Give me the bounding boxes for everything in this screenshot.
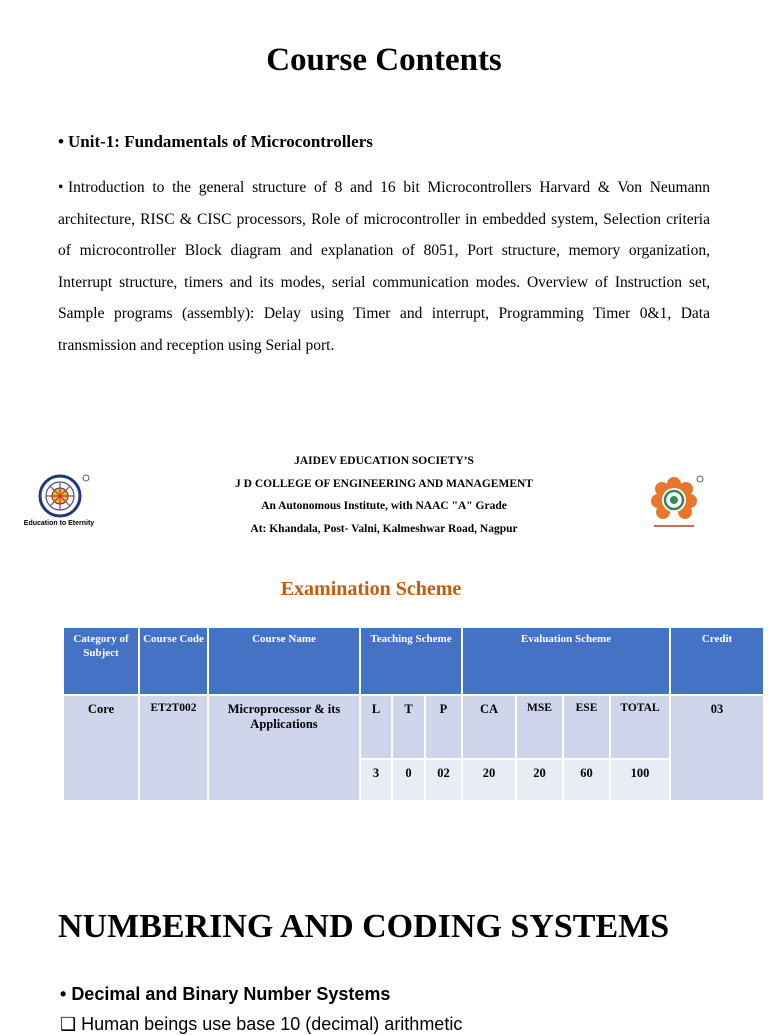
bullet-icon: • bbox=[58, 132, 64, 151]
header-evaluation-scheme: Evaluation Scheme bbox=[462, 627, 670, 695]
exam-scheme-title: Examination Scheme bbox=[280, 578, 462, 600]
label-p: P bbox=[425, 695, 462, 759]
unit-description bbox=[58, 172, 710, 361]
header-course-code: Course Code bbox=[139, 627, 208, 695]
bullet-icon: • bbox=[58, 179, 64, 196]
unit-heading-text: Unit-1: Fundamentals of Microcontrollers bbox=[68, 132, 373, 151]
slide3-sub-bullet-text: Human beings use base 10 (decimal) arithmetic bbox=[81, 1014, 463, 1034]
cell-t: 0 bbox=[392, 759, 425, 801]
cell-ese: 60 bbox=[563, 759, 610, 801]
unit-heading bbox=[58, 132, 373, 152]
label-total: TOTAL bbox=[610, 695, 670, 759]
checkbox-icon: ❑ bbox=[60, 1014, 82, 1034]
bullet-icon: • bbox=[60, 984, 72, 1004]
society-name: JAIDEV EDUCATION SOCIETY’S bbox=[294, 455, 474, 467]
cell-category: Core bbox=[63, 695, 139, 801]
flower-logo bbox=[640, 474, 708, 534]
header-category: Category of Subject bbox=[63, 627, 139, 695]
label-l: L bbox=[360, 695, 392, 759]
table-row bbox=[63, 695, 764, 759]
slide3-bullet bbox=[60, 984, 390, 1005]
header-course-name: Course Name bbox=[208, 627, 360, 695]
cell-credit: 03 bbox=[670, 695, 764, 801]
college-seal-caption: Education to Eternity bbox=[23, 520, 95, 527]
header-credit: Credit bbox=[670, 627, 764, 695]
table-header-row bbox=[63, 627, 764, 695]
accreditation-line: An Autonomous Institute, with NAAC "A" Grade bbox=[261, 500, 507, 512]
cell-mse: 20 bbox=[516, 759, 563, 801]
cell-ca: 20 bbox=[462, 759, 516, 801]
unit-description-text: Introduction to the general structure of 8 and 16 bit Microcontrollers Harvard & Von Neumann architecture, RISC & CISC processors, Role of microcontroller in embedded system, Selection criteria of microcontroller Block diagram and explanation of 8051, Port structure, memory organization, Interrupt structure, timers and its modes, serial communication modes. Overview of Instruction set, Sample programs (assembly): Delay using Timer and interrupt, Programming Timer 0&1, Data transmission and reception using Serial port. bbox=[58, 179, 710, 354]
header-teaching-scheme: Teaching Scheme bbox=[360, 627, 462, 695]
cell-course-name: Microprocessor & its Applications bbox=[208, 695, 360, 801]
cell-p: 02 bbox=[425, 759, 462, 801]
slide3-bullet-text: Decimal and Binary Number Systems bbox=[71, 984, 391, 1004]
college-name: J D COLLEGE OF ENGINEERING AND MANAGEMENT bbox=[235, 477, 533, 490]
cell-total: 100 bbox=[610, 759, 670, 801]
label-t: T bbox=[392, 695, 425, 759]
cell-course-code: ET2T002 bbox=[139, 695, 208, 801]
label-mse: MSE bbox=[516, 695, 563, 759]
exam-scheme-table bbox=[62, 626, 765, 802]
slide3-sub-bullet bbox=[60, 1014, 462, 1035]
label-ca: CA bbox=[462, 695, 516, 759]
address-line: At: Khandala, Post- Valni, Kalmeshwar Road, Nagpur bbox=[250, 522, 518, 535]
slide-title: Course Contents bbox=[266, 42, 502, 78]
label-ese: ESE bbox=[563, 695, 610, 759]
cell-l: 3 bbox=[360, 759, 392, 801]
slide3-title: NUMBERING AND CODING SYSTEMS bbox=[58, 908, 670, 945]
